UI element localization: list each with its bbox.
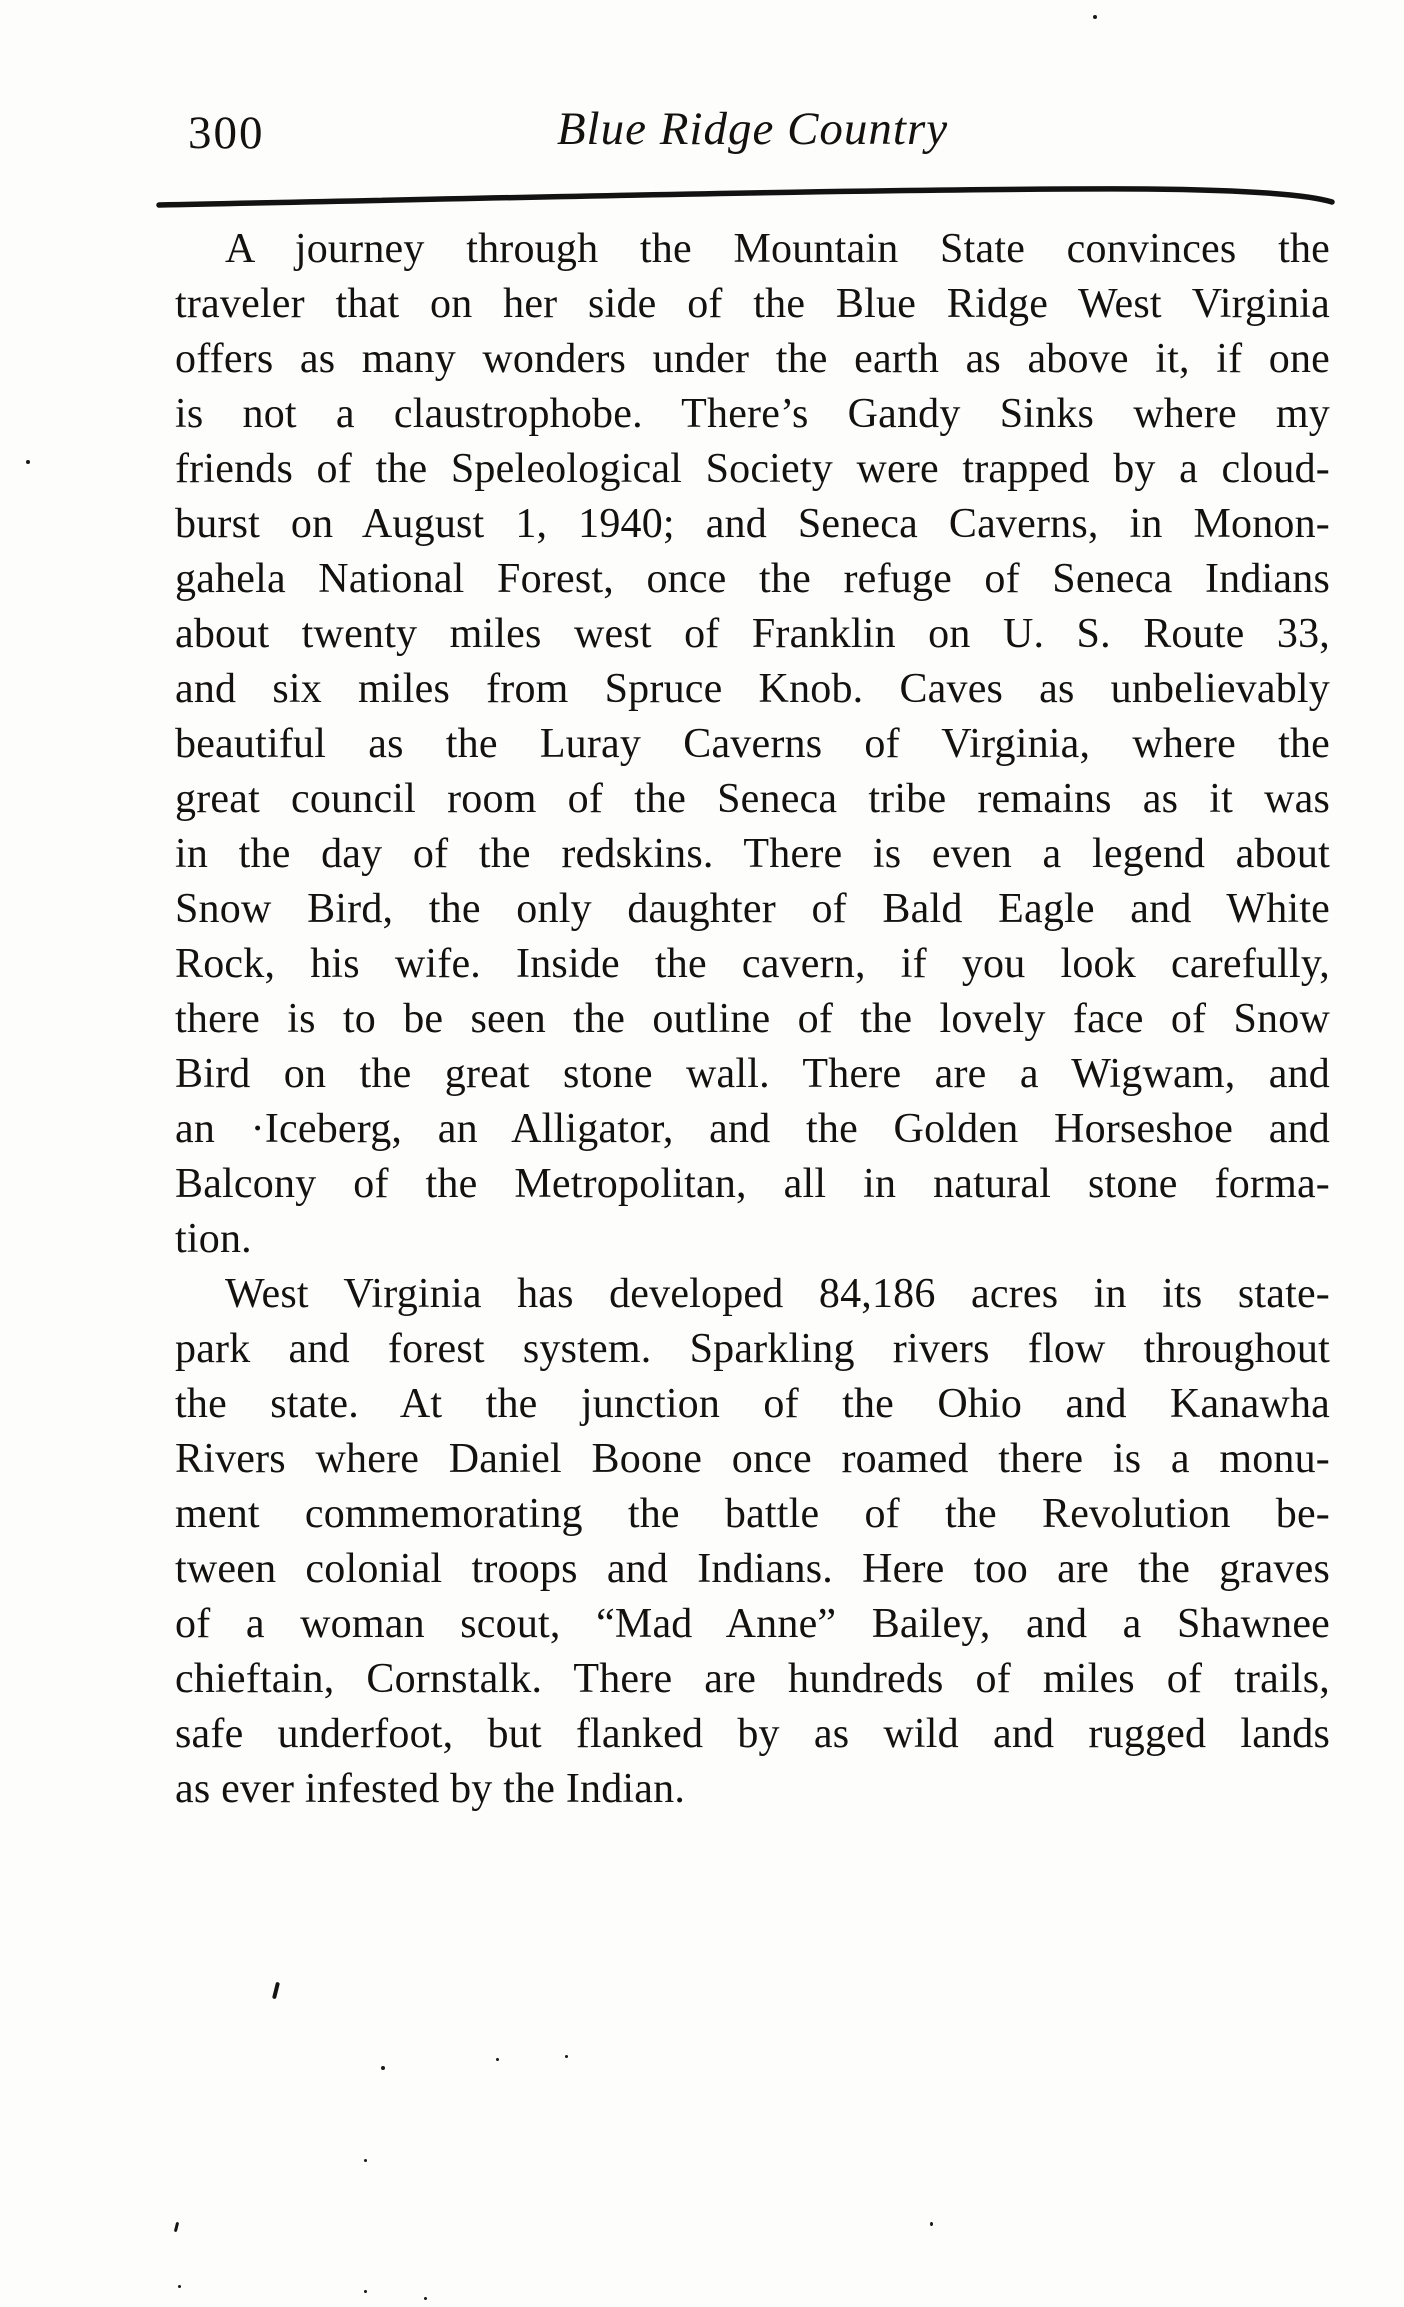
text-line: chieftain, Cornstalk. There are hundreds of miles of trails, bbox=[175, 1656, 1330, 1702]
text-line: and six miles from Spruce Knob. Caves as unbelievably bbox=[175, 666, 1330, 712]
text-line: traveler that on her side of the Blue Ridge West Virginia bbox=[175, 281, 1330, 327]
ink-speck bbox=[565, 2055, 568, 2058]
text-line: Rivers where Daniel Boone once roamed there is a monu- bbox=[175, 1436, 1330, 1482]
text-line: tion. bbox=[175, 1216, 252, 1262]
ink-speck bbox=[364, 2159, 367, 2162]
ink-speck bbox=[178, 2285, 181, 2288]
text-line: the state. At the junction of the Ohio and Kanawha bbox=[175, 1381, 1330, 1427]
text-line: is not a claustrophobe. There’s Gandy Sinks where my bbox=[175, 391, 1330, 437]
text-line: offers as many wonders under the earth as above it, if one bbox=[175, 336, 1330, 382]
text-line: park and forest system. Sparkling rivers flow throughout bbox=[175, 1326, 1330, 1372]
header-rule bbox=[156, 180, 1336, 214]
text-line: ment commemorating the battle of the Revolution be- bbox=[175, 1491, 1330, 1537]
ink-mark bbox=[272, 1982, 280, 1999]
page-number: 300 bbox=[188, 107, 265, 159]
text-line: Bird on the great stone wall. There are a Wigwam, and bbox=[175, 1051, 1330, 1097]
text-line: Balcony of the Metropolitan, all in natural stone forma- bbox=[175, 1161, 1330, 1207]
text-line: there is to be seen the outline of the lovely face of Snow bbox=[175, 996, 1330, 1042]
text-line: tween colonial troops and Indians. Here too are the graves bbox=[175, 1546, 1330, 1592]
text-line: in the day of the redskins. There is even a legend about bbox=[175, 831, 1330, 877]
text-line: A journey through the Mountain State convinces the bbox=[225, 226, 1330, 272]
ink-speck bbox=[381, 2066, 385, 2070]
text-line: about twenty miles west of Franklin on U. S. Route 33, bbox=[175, 611, 1330, 657]
text-line: an ·Iceberg, an Alligator, and the Golden Horseshoe and bbox=[175, 1106, 1330, 1152]
text-line: of a woman scout, “Mad Anne” Bailey, and a Shawnee bbox=[175, 1601, 1330, 1647]
ink-speck bbox=[424, 2297, 427, 2300]
text-line: burst on August 1, 1940; and Seneca Caverns, in Monon- bbox=[175, 501, 1330, 547]
text-line: great council room of the Seneca tribe remains as it was bbox=[175, 776, 1330, 822]
ink-speck bbox=[496, 2058, 499, 2061]
text-line: Snow Bird, the only daughter of Bald Eagle and White bbox=[175, 886, 1330, 932]
ink-mark bbox=[174, 2222, 179, 2232]
ink-speck bbox=[930, 2222, 933, 2226]
text-line: safe underfoot, but flanked by as wild and rugged lands bbox=[175, 1711, 1330, 1757]
ink-speck bbox=[364, 2290, 367, 2293]
text-line: beautiful as the Luray Caverns of Virginia, where the bbox=[175, 721, 1330, 767]
text-line: gahela National Forest, once the refuge of Seneca Indians bbox=[175, 556, 1330, 602]
text-line: Rock, his wife. Inside the cavern, if you look carefully, bbox=[175, 941, 1330, 987]
text-line: West Virginia has developed 84,186 acres in its state- bbox=[225, 1271, 1330, 1317]
text-line: as ever infested by the Indian. bbox=[175, 1766, 686, 1812]
running-title: Blue Ridge Country bbox=[556, 103, 949, 155]
ink-speck bbox=[26, 460, 30, 464]
body-text bbox=[175, 222, 1330, 1817]
text-line: friends of the Speleological Society were trapped by a cloud- bbox=[175, 446, 1330, 492]
ink-speck bbox=[1093, 15, 1097, 19]
